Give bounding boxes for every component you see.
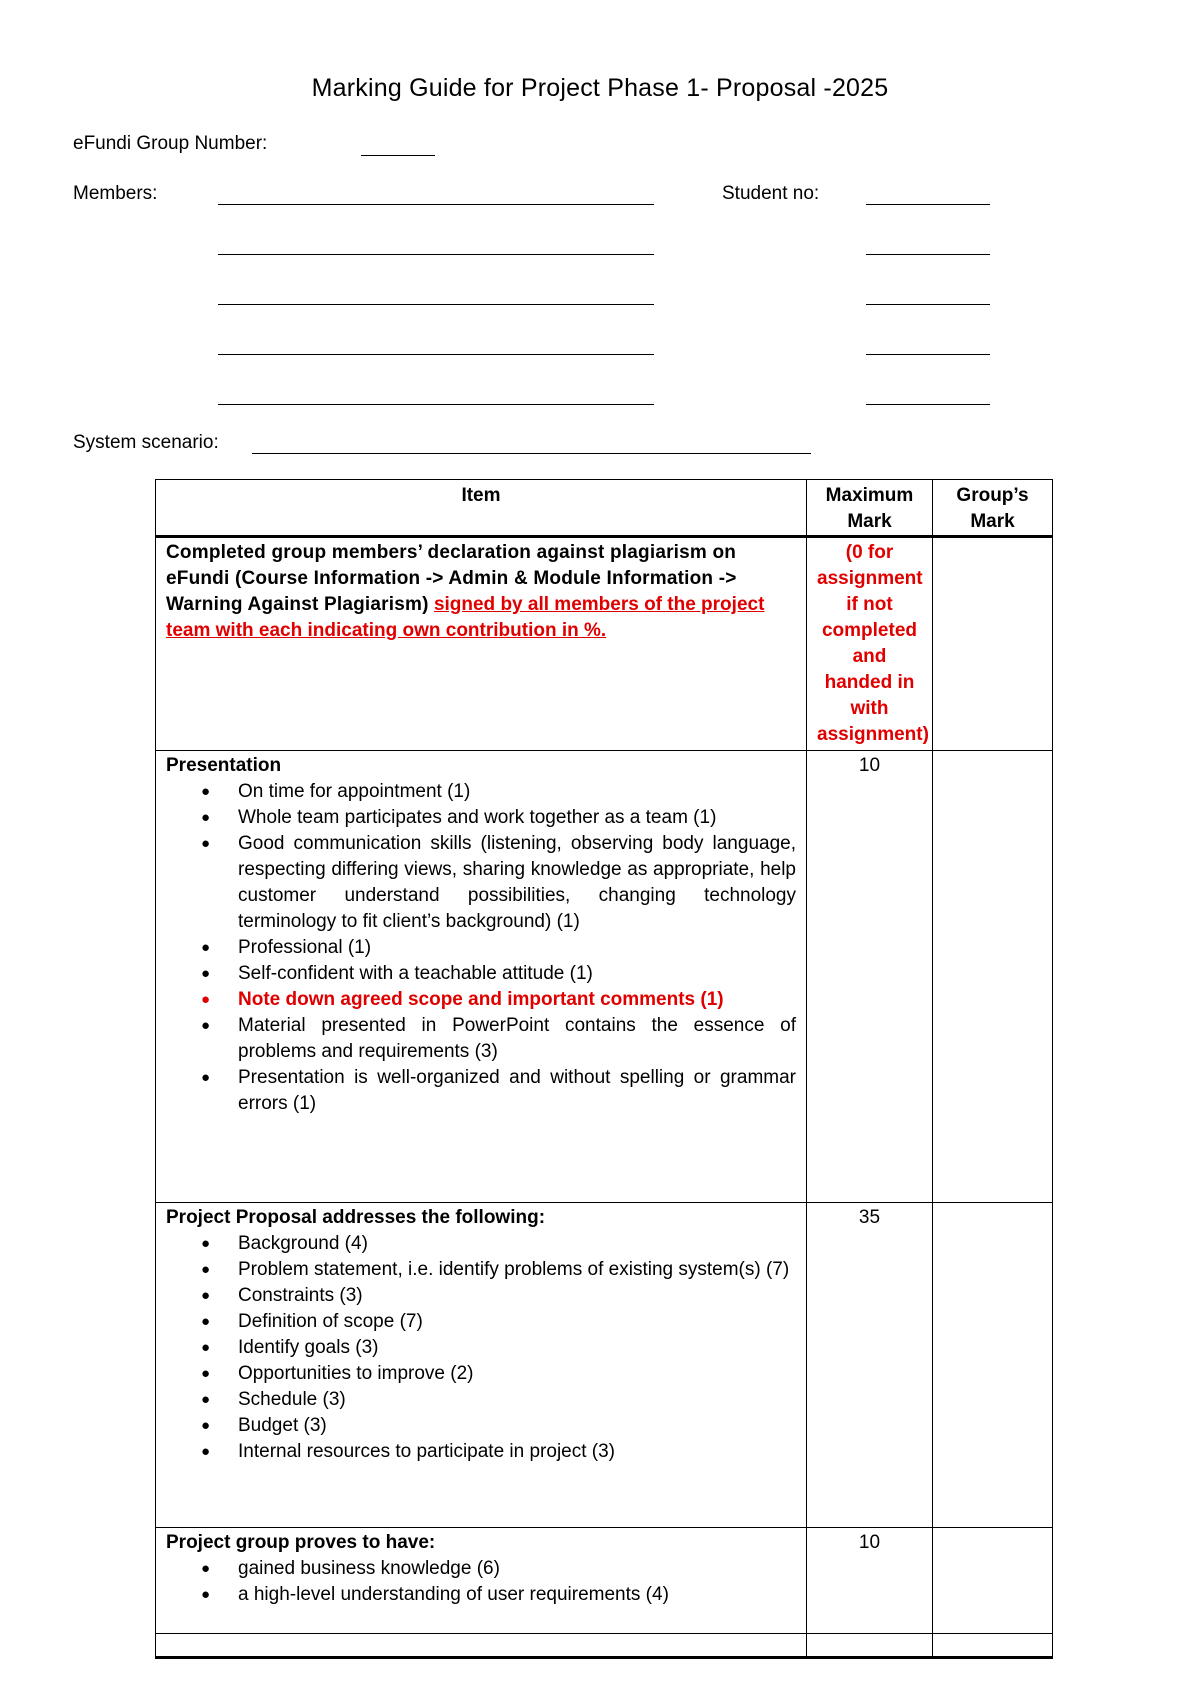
list-item: ● a high-level understanding of user requirements (4) [201, 1584, 669, 1605]
student-no-field-2[interactable] [866, 254, 990, 255]
header-max-mark: Maximum Mark [807, 480, 933, 537]
student-no-field-4[interactable] [866, 354, 990, 355]
presentation-max-mark: 10 [807, 751, 933, 1203]
group-proves-criteria-list [166, 1556, 796, 1608]
list-item: ● Constraints (3) [201, 1285, 363, 1306]
list-item: ● Definition of scope (7) [201, 1311, 423, 1332]
table-header-row [156, 480, 1053, 537]
declaration-text: Completed group members’ declaration against plagiarism on eFundi (Course Information -> Admin & Module Information -> Warning Against Plagiarism) [166, 542, 737, 615]
list-item: ● Problem statement, i.e. identify problems of existing system(s) (7) [201, 1259, 790, 1280]
group-proves-max-mark: 10 [807, 1528, 933, 1634]
group-proves-group-mark-cell[interactable] [933, 1528, 1053, 1634]
list-item: ● On time for appointment (1) [201, 781, 471, 802]
list-item: ● Schedule (3) [201, 1389, 346, 1410]
members-label: Members: [73, 183, 158, 204]
total-max-cell [807, 1634, 933, 1658]
declaration-signed-text: signed by all members of the project team with each indicating own contribution in %. [166, 594, 765, 641]
member-name-field-3[interactable] [218, 304, 654, 305]
student-no-field-5[interactable] [866, 404, 990, 405]
table-row-declaration [156, 537, 1053, 751]
marking-table [155, 479, 1053, 1659]
list-item: ● Opportunities to improve (2) [201, 1363, 474, 1384]
student-no-field-1[interactable] [866, 204, 990, 205]
student-no-label: Student no: [722, 183, 820, 204]
list-item: ● Identify goals (3) [201, 1337, 379, 1358]
total-group-mark-cell[interactable] [933, 1634, 1053, 1658]
list-item: ● Self-confident with a teachable attitude (1) [201, 963, 593, 984]
list-item: ● Budget (3) [201, 1415, 327, 1436]
list-item: ● Background (4) [201, 1233, 368, 1254]
list-item: ● gained business knowledge (6) [201, 1558, 500, 1579]
header-item: Item [156, 480, 807, 537]
list-item: ● Material presented in PowerPoint contains the essence of problems and requirements (3) [201, 1015, 796, 1062]
table-row-total [156, 1634, 1053, 1658]
list-item: ● Good communication skills (listening, observing body language, respecting differing views, sharing knowledge as appropriate, help customer understand possibilities, changing technology terminology to fit client’s background) (1) [201, 833, 796, 932]
declaration-cell [156, 537, 807, 751]
group-proves-title: Project group proves to have: [166, 1532, 436, 1553]
member-name-field-5[interactable] [218, 404, 654, 405]
system-scenario-field[interactable] [252, 453, 811, 454]
group-number-field[interactable] [361, 155, 435, 156]
proposal-criteria-list [166, 1231, 796, 1465]
list-item-highlight: ● Note down agreed scope and important comments (1) [201, 989, 724, 1010]
member-name-field-1[interactable] [218, 204, 654, 205]
list-item: ● Whole team participates and work together as a team (1) [201, 807, 717, 828]
member-name-field-2[interactable] [218, 254, 654, 255]
group-number-label: eFundi Group Number: [73, 133, 268, 154]
page-title: Marking Guide for Project Phase 1- Proposal -2025 [311, 74, 889, 102]
list-item: ● Internal resources to participate in project (3) [201, 1441, 616, 1462]
total-label-cell [156, 1634, 807, 1658]
header-group-mark: Group’s Mark [933, 480, 1053, 537]
presentation-title: Presentation [166, 755, 282, 776]
proposal-title: Project Proposal addresses the following: [166, 1207, 546, 1228]
table-row-group-proves [156, 1528, 1053, 1634]
table-row-presentation [156, 751, 1053, 1203]
presentation-group-mark-cell[interactable] [933, 751, 1053, 1203]
presentation-criteria-list [166, 779, 796, 1117]
system-scenario-label: System scenario: [73, 432, 219, 453]
student-no-field-3[interactable] [866, 304, 990, 305]
proposal-group-mark-cell[interactable] [933, 1203, 1053, 1528]
proposal-max-mark: 35 [807, 1203, 933, 1528]
proposal-cell [156, 1203, 807, 1528]
table-row-proposal [156, 1203, 1053, 1528]
group-proves-cell [156, 1528, 807, 1634]
list-item: ● Professional (1) [201, 937, 372, 958]
member-name-field-4[interactable] [218, 354, 654, 355]
declaration-max-note: (0 for assignment if not completed and handed in with assignment) [807, 537, 933, 751]
declaration-group-mark-cell[interactable] [933, 537, 1053, 751]
list-item: ● Presentation is well-organized and without spelling or grammar errors (1) [201, 1067, 796, 1114]
presentation-cell [156, 751, 807, 1203]
